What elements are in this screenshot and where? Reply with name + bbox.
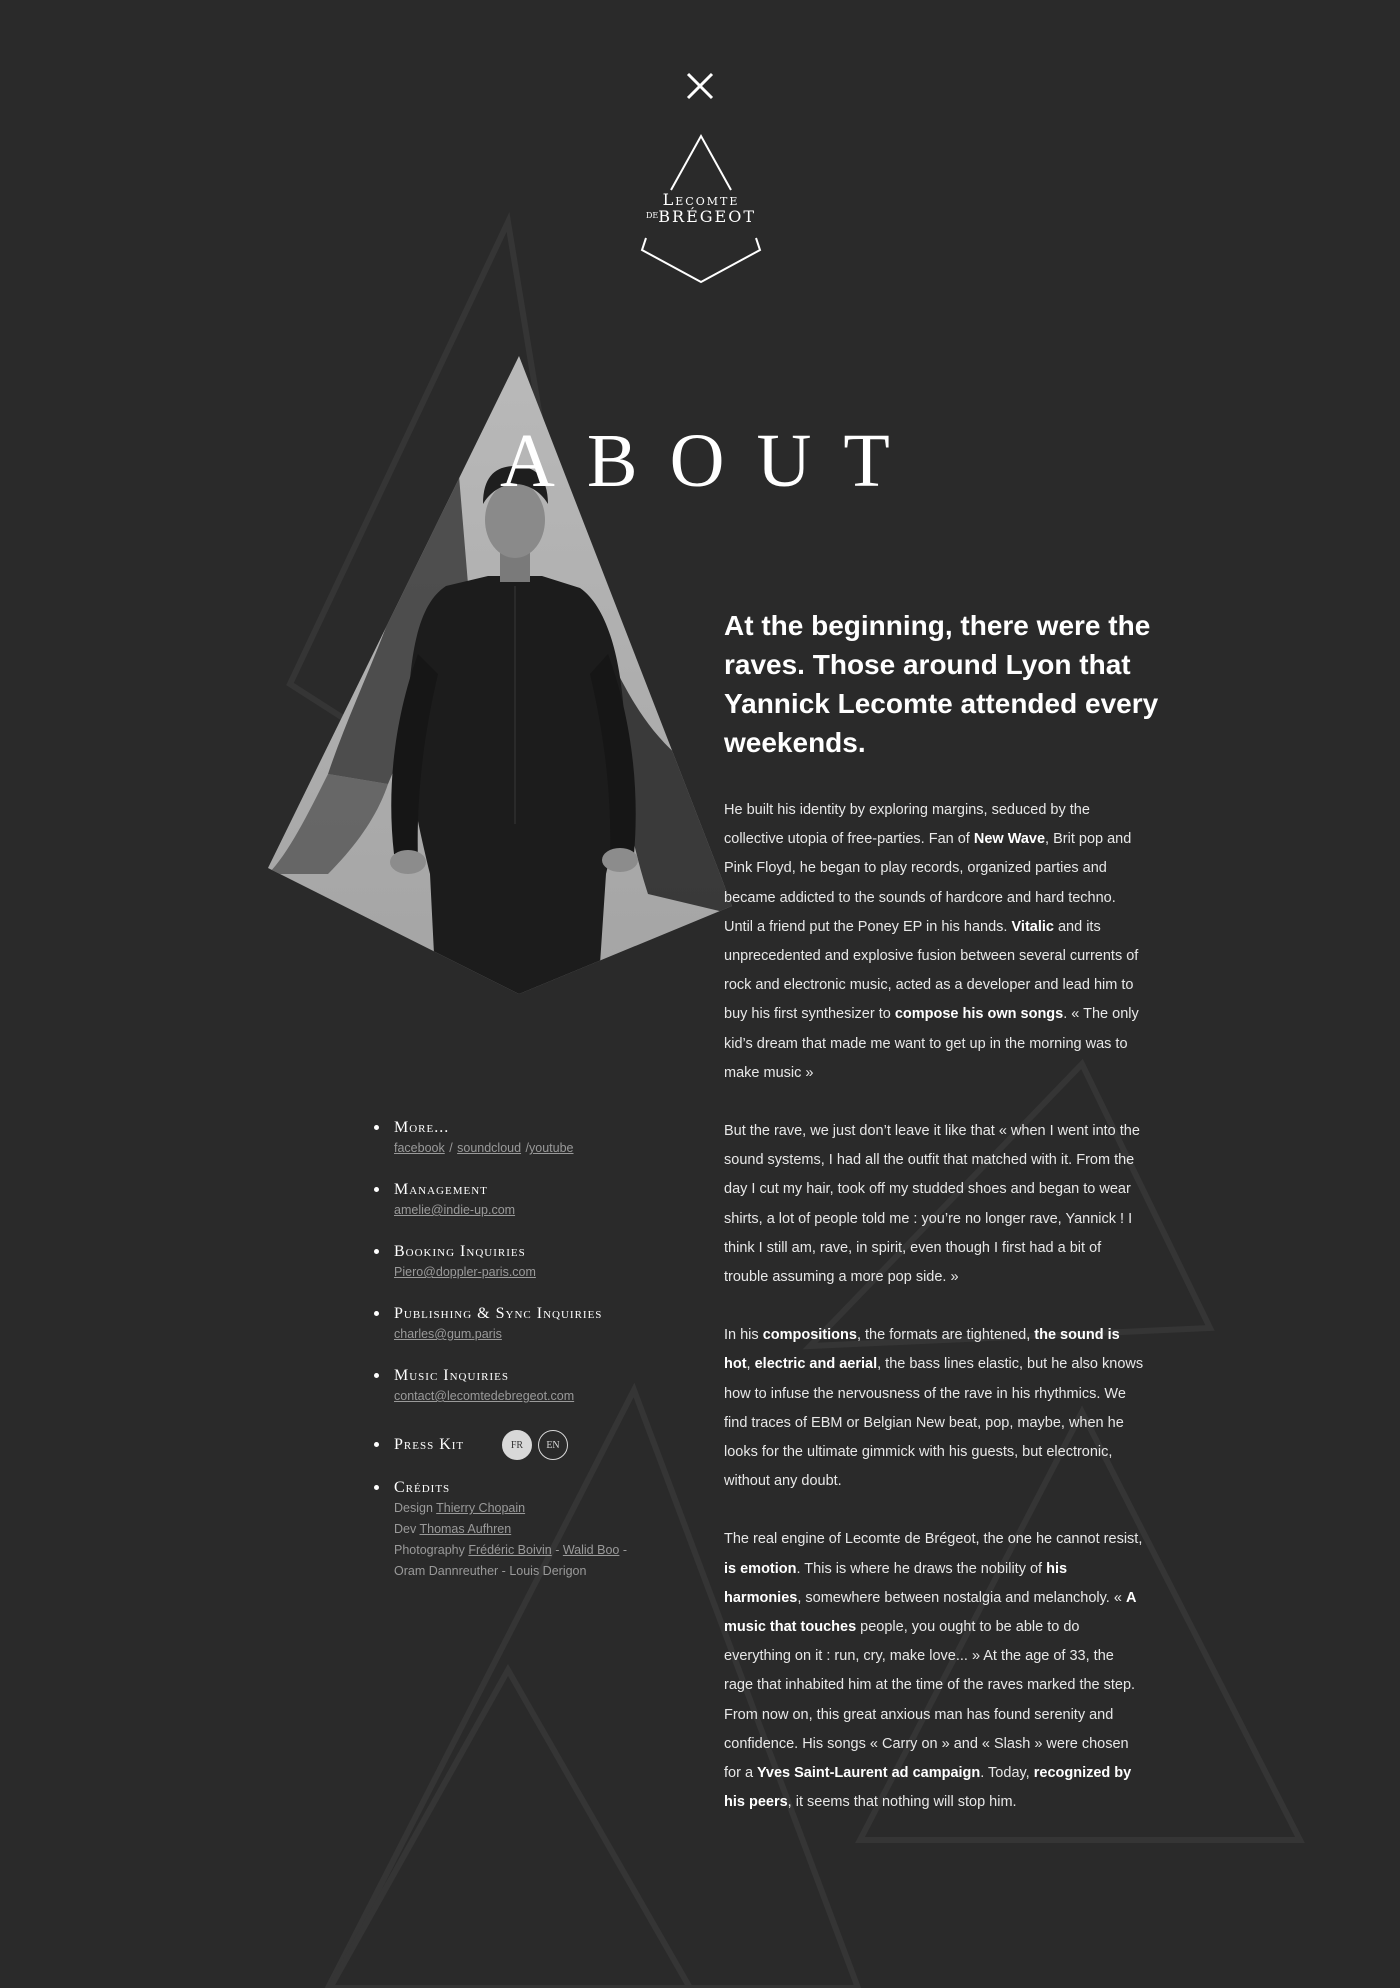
publishing-email-link[interactable]: charles@gum.paris bbox=[394, 1327, 502, 1341]
credit-design-link[interactable]: Thierry Chopain bbox=[436, 1501, 526, 1515]
body-text-run: He built his identity by exploring margins, seduced by the collective utopia of free-parties. Fan of bbox=[724, 802, 1090, 848]
body-text-run: , bbox=[746, 1356, 755, 1373]
credit-dev bbox=[394, 1519, 670, 1540]
management-email-link[interactable]: amelie@indie-up.com bbox=[394, 1203, 516, 1217]
separator: / bbox=[449, 1141, 453, 1155]
info-credits bbox=[370, 1478, 670, 1582]
body-text-run: In his bbox=[724, 1327, 763, 1344]
bullet bbox=[374, 1125, 379, 1130]
bullet bbox=[374, 1311, 379, 1316]
info-list bbox=[370, 1118, 670, 1604]
emphasis-text: Vitalic bbox=[1011, 918, 1054, 935]
info-heading-more: More... bbox=[394, 1119, 450, 1136]
info-presskit bbox=[370, 1428, 670, 1462]
info-heading-music: Music Inquiries bbox=[394, 1367, 509, 1384]
credit-photography-rest: Oram Dannreuther - Louis Derigon bbox=[394, 1564, 587, 1578]
credit-design bbox=[394, 1498, 670, 1519]
site-logo[interactable] bbox=[640, 132, 762, 286]
info-publishing bbox=[370, 1304, 670, 1344]
page-title: ABOUT bbox=[500, 419, 922, 503]
logo-surname: BRÉGEOT bbox=[658, 207, 756, 226]
body-text-run: The real engine of Lecomte de Brégeot, the one he cannot resist, bbox=[724, 1531, 1143, 1548]
separator: / bbox=[525, 1141, 530, 1155]
body-text-run: , somewhere between nostalgia and melancholy. « bbox=[797, 1589, 1126, 1606]
emphasis-text: his harmonies bbox=[724, 1560, 1068, 1606]
credit-dev-link[interactable]: Thomas Aufhren bbox=[419, 1522, 512, 1536]
body-text-run: and its unprecedented and explosive fusion between several currents of rock and electronic music, acted as a developer and lead him to buy his first synthesizer to bbox=[724, 918, 1139, 1023]
logo-name-top: Lecomte bbox=[662, 190, 740, 209]
lead-paragraph: At the beginning, there were the raves. Those around Lyon that Yannick Lecomte attended every weekends. bbox=[724, 610, 1159, 758]
bullet bbox=[374, 1485, 379, 1490]
emphasis-text: New Wave bbox=[973, 831, 1046, 848]
logo-name-bottom bbox=[640, 207, 762, 226]
credit-photography bbox=[394, 1540, 670, 1561]
credit-photo-label: Photography bbox=[394, 1543, 469, 1557]
soundcloud-link[interactable]: soundcloud bbox=[457, 1141, 522, 1155]
music-email-link[interactable]: contact@lecomtedebregeot.com bbox=[394, 1389, 575, 1403]
body-paragraph bbox=[724, 1525, 1144, 1817]
presskit-en-button[interactable]: EN bbox=[538, 1430, 568, 1460]
credit-photo-link-1[interactable]: Frédéric Boivin bbox=[468, 1543, 552, 1557]
bullet bbox=[374, 1442, 379, 1447]
emphasis-text: recognized by his peers bbox=[724, 1765, 1132, 1811]
info-management bbox=[370, 1180, 670, 1220]
info-heading-publishing: Publishing & Sync Inquiries bbox=[394, 1305, 603, 1322]
body-paragraph bbox=[724, 1321, 1144, 1496]
body-text-run: people, you ought to be able to do everything on it : run, cry, make love... » At the age of 33, the rage that inhabited him at the time of the raves marked the step. From now on, this great anxious man has found serenity and confidence. His songs « Carry on » and « Slash » were chosen for a bbox=[724, 1619, 1136, 1782]
facebook-link[interactable]: facebook bbox=[394, 1141, 445, 1155]
bg-triangle-low bbox=[330, 1670, 690, 1988]
info-more bbox=[370, 1118, 670, 1158]
body-text-run: . This is where he draws the nobility of bbox=[796, 1560, 1047, 1577]
emphasis-text: the sound is hot bbox=[724, 1327, 1120, 1373]
credit-photo-separator: - bbox=[551, 1543, 563, 1557]
info-heading-presskit: Press Kit bbox=[394, 1436, 465, 1453]
credit-photo-separator: - bbox=[619, 1543, 627, 1557]
body-paragraph bbox=[724, 796, 1144, 1088]
emphasis-text: electric and aerial bbox=[754, 1356, 878, 1373]
presskit-fr-button[interactable]: FR bbox=[502, 1430, 532, 1460]
info-music bbox=[370, 1366, 670, 1406]
credit-design-label: Design bbox=[394, 1501, 437, 1515]
info-booking bbox=[370, 1242, 670, 1282]
info-heading-credits: Crédits bbox=[394, 1479, 451, 1496]
logo-particle: DE bbox=[646, 211, 659, 220]
body-paragraph bbox=[724, 1117, 1144, 1292]
body-text-run: . « The only kid’s dream that made me want to get up in the morning was to make music » bbox=[724, 1006, 1139, 1081]
credit-dev-label: Dev bbox=[394, 1522, 420, 1536]
emphasis-text: Yves Saint-Laurent ad campaign bbox=[757, 1765, 981, 1782]
body-text-run: , the formats are tightened, bbox=[856, 1327, 1035, 1344]
bullet bbox=[374, 1373, 379, 1378]
emphasis-text: A music that touches bbox=[724, 1589, 1136, 1636]
info-heading-management: Management bbox=[394, 1181, 488, 1198]
emphasis-text: compose his own songs bbox=[894, 1006, 1064, 1023]
emphasis-text: compositions bbox=[762, 1327, 857, 1344]
close-icon[interactable] bbox=[684, 70, 716, 102]
body-text-run: . Today, bbox=[980, 1765, 1034, 1782]
body-text-run: , Brit pop and Pink Floyd, he began to play records, organized parties and became addicted to the sounds of hardcore and hard techno. Until a friend put the Poney EP in his hands. bbox=[724, 831, 1132, 935]
bullet bbox=[374, 1187, 379, 1192]
bullet bbox=[374, 1249, 379, 1254]
credit-photo-link-2[interactable]: Walid Boo bbox=[562, 1543, 620, 1557]
emphasis-text: is emotion bbox=[724, 1560, 797, 1577]
booking-email-link[interactable]: Piero@doppler-paris.com bbox=[394, 1265, 536, 1279]
body-text-run: , the bass lines elastic, but he also knows how to infuse the nervousness of the rave in his rhythmics. We find traces of EBM or Belgian New beat, pop, maybe, when he looks for the ultimate gimmick with his guests, but electronic, without any doubt. bbox=[724, 1356, 1144, 1490]
body-text-run: But the rave, we just don’t leave it like that « when I went into the sound systems, I had all the outfit that matched with it. From the day I cut my hair, took off my studded shoes and began to wear shirts, a lot of people told me : you’re no longer rave, Yannick ! I think I still am, rave, in spirit, even though I first had a bit of trouble assuming a more pop side. » bbox=[724, 1123, 1140, 1286]
body-text-run: , it seems that nothing will stop him. bbox=[787, 1794, 1017, 1811]
info-heading-booking: Booking Inquiries bbox=[394, 1243, 526, 1260]
about-body bbox=[724, 796, 1144, 1847]
youtube-link[interactable]: youtube bbox=[529, 1141, 574, 1155]
